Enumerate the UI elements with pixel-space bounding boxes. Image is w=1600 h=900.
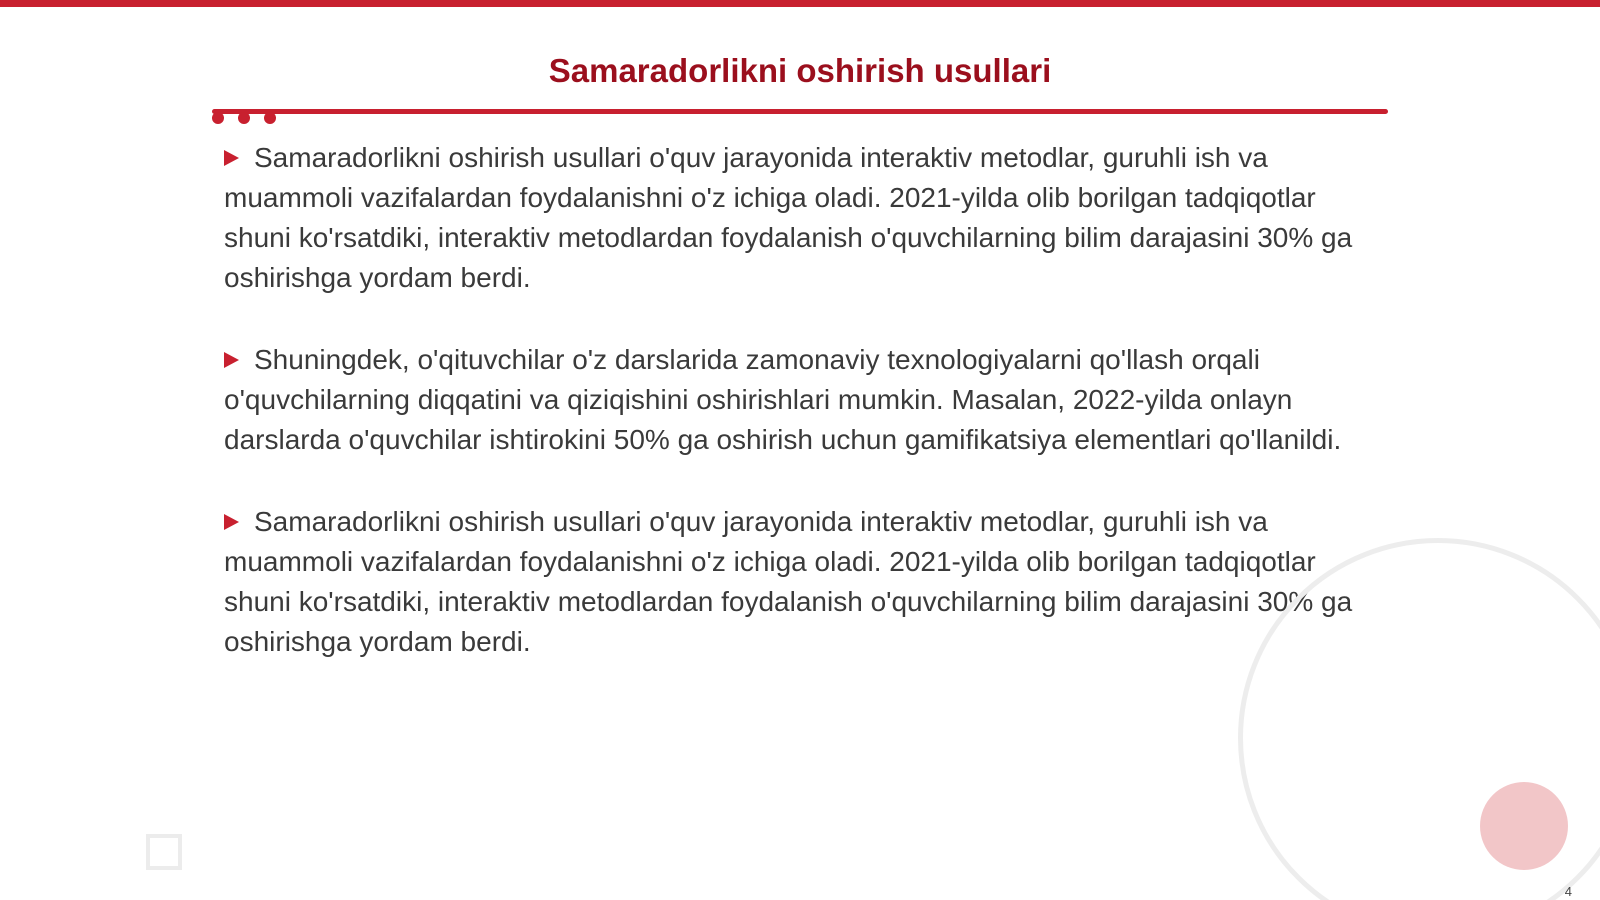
bullet-text: Samaradorlikni oshirish usullari o'quv jarayonida interaktiv metodlar, guruhli ish va muammoli vazifalardan foydalanishni o'z ichiga oladi. 2021-yilda olib borilgan tadqiqotlar shuni ko'rsatdiki, interaktiv metodlardan foydalanish o'quvchilarning bilim darajasini 30% ga oshirishga yordam berdi. <box>224 142 1353 293</box>
decor-square <box>146 834 182 870</box>
bullet-item <box>224 340 1384 460</box>
bullet-text: Samaradorlikni oshirish usullari o'quv jarayonida interaktiv metodlar, guruhli ish va muammoli vazifalardan foydalanishni o'z ichiga oladi. 2021-yilda olib borilgan tadqiqotlar shuni ko'rsatdiki, interaktiv metodlardan foydalanish o'quvchilarning bilim darajasini 30% ga oshirishga yordam berdi. <box>224 506 1353 657</box>
bullet-item <box>224 138 1384 298</box>
decor-circle <box>1480 782 1568 870</box>
decor-dot <box>238 112 250 124</box>
top-accent-bar <box>0 0 1600 7</box>
slide-title: Samaradorlikni oshirish usullari <box>548 52 1052 89</box>
triangle-right-icon <box>224 150 239 166</box>
bullet-list <box>224 138 1384 704</box>
title-underline <box>212 109 1388 114</box>
title-dots-decoration <box>212 112 276 125</box>
triangle-right-icon <box>224 514 239 530</box>
triangle-right-icon <box>224 352 239 368</box>
bullet-item <box>224 502 1384 662</box>
page-number: 4 <box>1564 884 1572 899</box>
decor-dot <box>264 112 276 124</box>
decor-dot <box>212 112 224 124</box>
bullet-text: Shuningdek, o'qituvchilar o'z darslarida zamonaviy texnologiyalarni qo'llash orqali o'quvchilarning diqqatini va qiziqishini oshirishlari mumkin. Masalan, 2022-yilda onlayn darslarda o'quvchilar ishtirokini 50% ga oshirish uchun gamifikatsiya elementlari qo'llanildi. <box>224 344 1342 455</box>
